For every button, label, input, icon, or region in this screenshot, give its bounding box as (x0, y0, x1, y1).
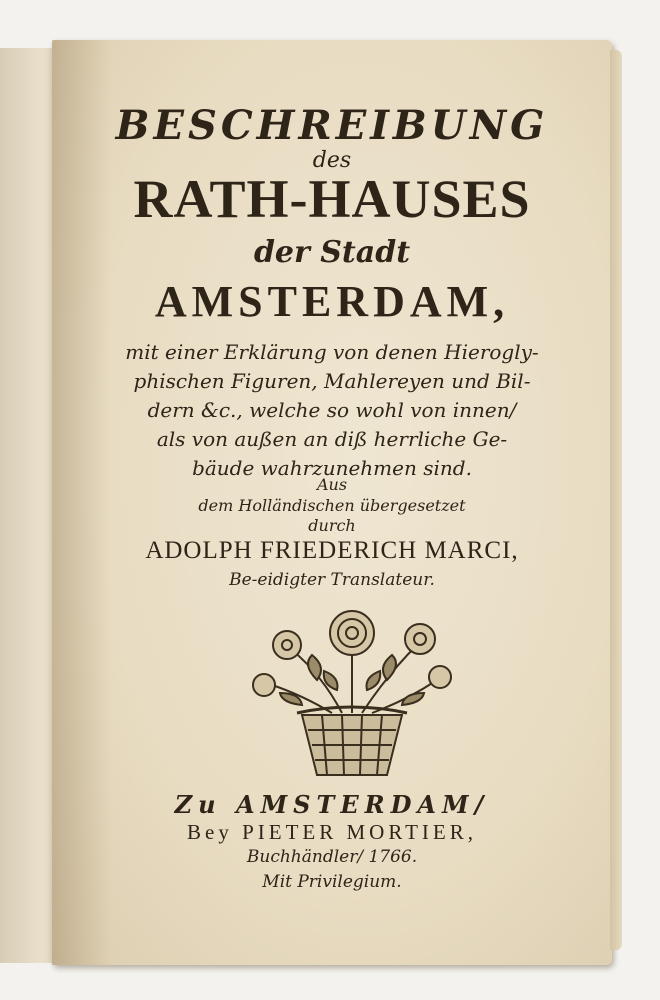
description-line: als von außen an diß herrliche Ge- (156, 427, 508, 451)
translator-title: Be-eidigter Translateur. (229, 570, 435, 590)
durch-word: durch (308, 516, 356, 535)
page-edges (610, 50, 622, 950)
heading: BESCHREIBUNG (115, 102, 549, 149)
flower-basket-icon (242, 605, 462, 780)
building-name: RATH-HAUSES (133, 169, 531, 229)
translator-name: ADOLPH FRIEDERICH MARCI, (145, 537, 519, 564)
imprint-privilege: Mit Privilegium. (262, 872, 402, 892)
aus-word: Aus (316, 475, 348, 494)
translated-from: dem Holländischen übergesetzet (198, 496, 466, 515)
description-line: dern &c., welche so wohl von innen/ (147, 398, 517, 422)
imprint-bookseller-year: Buchhändler/ 1766. (246, 847, 418, 867)
title-page (52, 40, 612, 965)
imprint-place: Zu AMSTERDAM/ (174, 790, 490, 819)
der-stadt: der Stadt (253, 235, 411, 270)
des-word: des (312, 148, 352, 173)
description-line: bäude wahrzunehmen sind. (192, 456, 472, 480)
description-line: phischen Figuren, Mahlereyen und Bil- (133, 369, 531, 393)
description (82, 338, 582, 483)
imprint-publisher: Bey PIETER MORTIER, (187, 820, 477, 844)
description-line: mit einer Erklärung von denen Hierogly- (125, 340, 539, 364)
city-name: AMSTERDAM, (154, 277, 510, 326)
